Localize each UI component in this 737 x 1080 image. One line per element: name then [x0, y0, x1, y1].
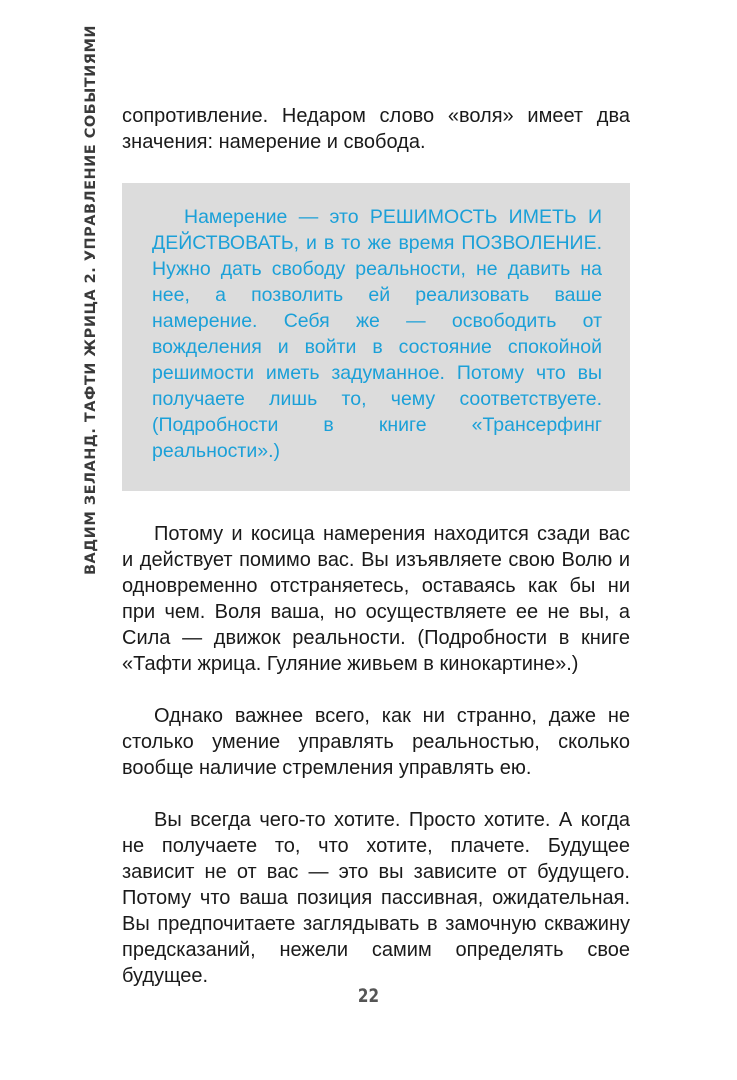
- paragraph-2: Однако важнее всего, как ни странно, даже не столько умение управлять реальностью, сколько вообще наличие стремления управлять ею.: [122, 705, 630, 779]
- paragraph-intro: сопротивление. Недаром слово «воля» имеет два значения: намерение и свобода.: [122, 105, 630, 153]
- quote-box: [122, 183, 630, 491]
- page-number: 22: [357, 985, 380, 1007]
- page-body: [122, 103, 630, 989]
- quote-text: Намерение — это РЕШИМОСТЬ ИМЕТЬ И ДЕЙСТВОВАТЬ, и в то же время ПОЗВОЛЕНИЕ. Нужно дать свободу реальности, не давить на нее, а позволить ей реализовать ваше намерение. Себя же — освободить от вожделения и войти в состояние спокойной решимости иметь задуманное. Потому что вы получаете лишь то, чему соответствуете. (Подробности в книге «Трансерфинг реальности».): [152, 206, 602, 462]
- paragraph-3: Вы всегда чего-то хотите. Просто хотите. А когда не получаете то, что хотите, плачете. Будущее зависит не от вас — это вы зависите от будущего. Потому что ваша позиция пассивная, ожидательная. Вы предпочитаете заглядывать в замочную скважину предсказаний, нежели самим определять свое будущее.: [122, 809, 630, 987]
- running-head: [78, 24, 104, 576]
- paragraph-1: Потому и косица намерения находится сзади вас и действует помимо вас. Вы изъявляете свою Волю и одновременно отстраняетесь, оставаясь как бы ни при чем. Воля ваша, но осуществляете ее не вы, а Сила — движок реальности. (Подробности в книге «Тафти жрица. Гуляние живьем в кинокартине».): [122, 523, 630, 675]
- running-head-text: ВАДИМ ЗЕЛАНД. ТАФТИ ЖРИЦА 2. УПРАВЛЕНИЕ СОБЫТИЯМИ: [83, 24, 100, 576]
